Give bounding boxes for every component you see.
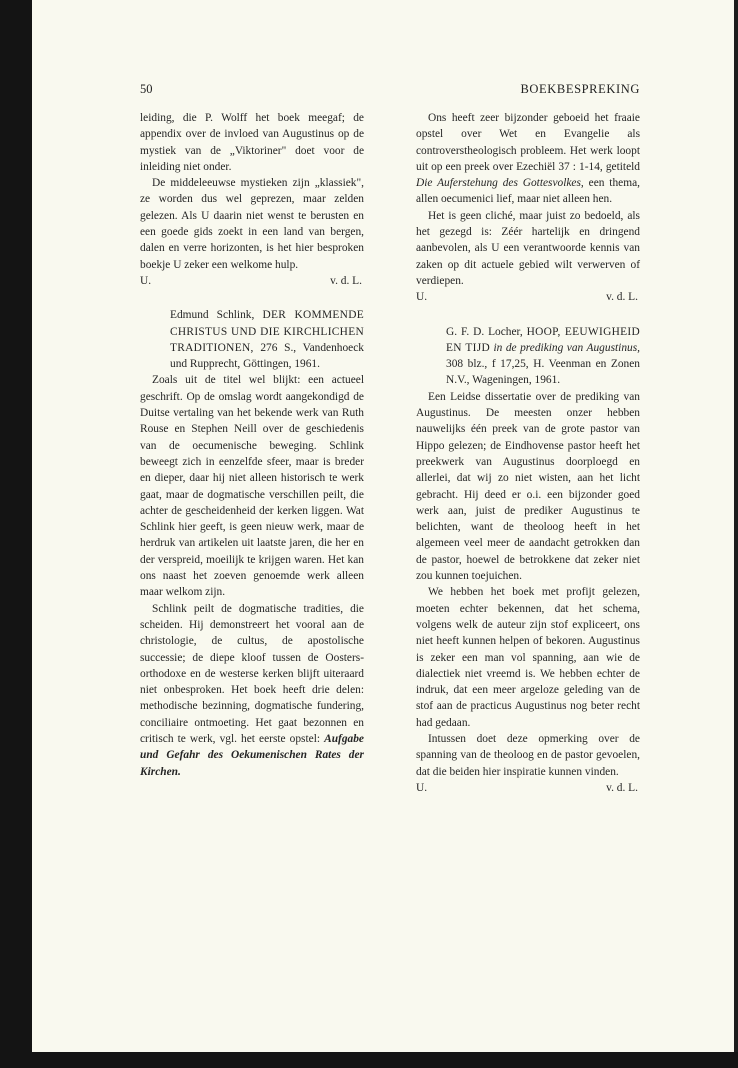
book-author: G. F. D. Locher,: [446, 325, 523, 338]
reviewer-signature: [140, 273, 364, 289]
scan-edge-left: [0, 0, 32, 1068]
book-author: Edmund Schlink,: [170, 309, 255, 322]
book-title: DER KOMMENDE CHRISTUS UND DIE KIRCHLICHEN TRADITIONEN,: [170, 309, 364, 354]
reviewer-signature: [416, 780, 640, 796]
reviewer-signature: [416, 289, 640, 305]
paragraph: Zoals uit de titel wel blijkt: een actueel geschrift. Op de omslag wordt aangekondigd de Duitse vertaling van het bekende werk van Ruth Rouse en Stephen Neill over de geschiedenis van de oecumenische beweging. Schlink beweegt zich in eenzelfde sfeer, maar is breder en dieper, daar hij niet alleen historisch te werk gaat, maar de dogmatische verschillen peilt, die achter de gescheidenheid der kerken liggen. Wat Schlink hier geeft, is geen nieuw werk, maar de herdruk van artikelen uit laatste jaren, die her en der verspreid, moeilijk te krijgen waren. Het kan ons naast het zoeven genoemde werk alleen maar welkom zijn.: [140, 374, 364, 599]
paragraph: Intussen doet deze opmerking over de spanning van de theoloog en de pastor gevoelen, dat die beiden hier inspiratie kunnen vinden.: [416, 732, 640, 778]
book-title: HOOP, EEUWIGHEID EN TIJD: [446, 325, 641, 354]
left-column: [140, 110, 364, 780]
signature-name: v. d. L.: [330, 274, 362, 287]
paragraph: We hebben het boek met profijt gelezen, moeten echter bekennen, dat het schema, volgens welk de auteur zijn stof expliceert, ons niet heeft kunnen helpen of bekoren. Augustinus is zeker een man vol spanning, aan wie de dialectiek niet vreemd is. We hebben echter de indruk, dat een meer argeloze geleding van de stof aan de practicus Augustinus nog beter recht had gedaan.: [416, 586, 640, 729]
book-reference: [140, 307, 364, 372]
book-details: 276 S., Vandenhoeck und Rupprecht, Göttingen, 1961.: [170, 341, 364, 371]
right-column: [416, 110, 640, 796]
paragraph: Het is geen cliché, maar juist zo bedoeld, als het gezegd is: Zéér hartelijk en dringend aanbevolen, als U een verantwoorde kennis van zaken op dit actuele gebied wilt verwerven of verdiepen.: [416, 209, 640, 287]
paragraph: [140, 601, 364, 780]
signature-name: v. d. L.: [606, 781, 638, 794]
paragraph-text: Schlink peilt de dogmatische tradities, die scheiden. Hij demonstreert het vooral aan de christologie, de cultus, de apostolische successie; de diepe kloof tussen de Oosters-orthodoxe en de westerse kerken blijft uiteraard niet onbesproken. Het boek heeft drie delen: methodische bezinning, dogmatische fundering, conciliaire ontmoeting. Het gaat bezonnen en critisch te werk, vgl. het eerste opstel:: [140, 602, 364, 745]
paragraph: Een Leidse dissertatie over de prediking van Augustinus. De meesten onzer hebben nauwelijks één preek van de grote pastor van Hippo gelezen; de Eindhovense pastor heeft het preekwerk van Augustinus doorploegd en allerlei, dat wij zo niet wisten, aan het licht gebracht. Hij deed er o.i. een bijzonder goed werk aan, juist de prediker Augustinus te belichten, want de theoloog heeft in het algemeen veel meer de aandacht getrokken dan de pastor, hoewel de betrokkene dat zeker niet zou kunnen toejuichen.: [416, 390, 640, 583]
book-details: 308 blz., f 17,25, H. Veenman en Zonen N.V., Wageningen, 1961.: [446, 358, 640, 387]
signature-initial: U.: [416, 781, 428, 794]
paragraph: De middeleeuwse mystieken zijn „klassiek", ze worden dus wel geprezen, maar zelden gelezen. Als U daarin niet wenst te berusten en een goede gids zoekt in een land van bergen, dalen en verre horizonten, is het hier besproken boekje U zeker een welkome hulp.: [140, 177, 364, 271]
running-title: BOEKBESPREKING: [520, 82, 640, 96]
essay-title: Aufgabe und Gefahr des Oekumenischen Rates der Kirchen.: [140, 732, 364, 778]
scan-edge-right: [734, 0, 738, 1068]
paragraph: [416, 110, 640, 208]
paragraph: leiding, die P. Wolff het boek meegaf; de appendix over de invloed van Augustinus op de mystiek van de „Viktoriner" doet voor de inleiding niet onder.: [140, 112, 364, 173]
page-number: 50: [140, 82, 153, 96]
paragraph-text: een thema, allen oecumenici lief, maar niet alleen hen.: [416, 177, 640, 206]
book-subtitle: in de prediking van Augustinus,: [493, 341, 640, 354]
scan-edge-bottom: [0, 1052, 738, 1068]
signature-initial: U.: [416, 291, 428, 304]
paragraph-text: Ons heeft zeer bijzonder geboeid het fraaie opstel over Wet en Evangelie als controverstheologisch probleem. Het werk loopt uit op een preek over Ezechiël 37 : 1-14, getiteld: [416, 112, 640, 173]
book-reference: [416, 324, 640, 389]
signature-name: v. d. L.: [606, 291, 638, 304]
sermon-title: Die Auferstehung des Gottesvolkes,: [416, 177, 584, 190]
signature-initial: U.: [140, 274, 152, 287]
